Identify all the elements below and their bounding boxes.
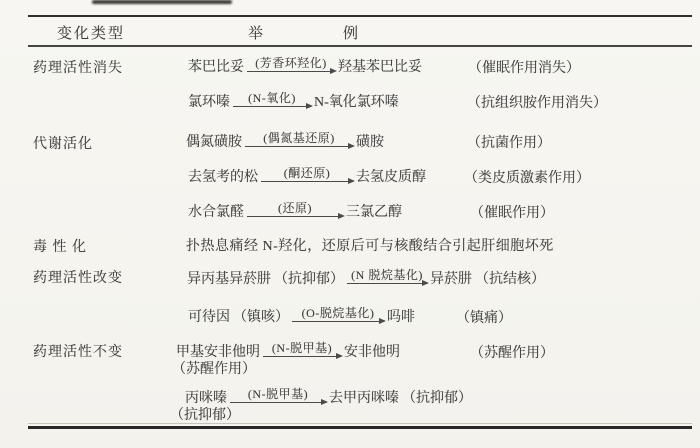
reaction-arrow: [247, 57, 335, 76]
drug-name: 丙咪嗪: [185, 391, 227, 406]
header-col-example-right: 例: [343, 26, 361, 42]
reaction-arrow: [261, 167, 353, 186]
category-activity-loss: 药理活性消失: [33, 61, 123, 76]
reaction-row: [186, 131, 551, 151]
arrow-icon: [233, 106, 311, 107]
table-header-rule: [28, 45, 692, 47]
reaction-arrow: [263, 342, 341, 361]
drug-effect-note: （镇咳）: [233, 310, 289, 325]
effect-note: （抗菌作用）: [467, 136, 551, 151]
effect-note: （催眠作用消失）: [468, 61, 580, 76]
reaction-row: [188, 201, 554, 221]
reaction-row: [172, 341, 554, 377]
reaction-label: (N-脱甲基): [247, 387, 309, 401]
reaction-row: [188, 166, 590, 186]
reaction-row: [188, 56, 580, 76]
arrow-icon: [230, 402, 326, 403]
product-effect-note: （抗结核）: [475, 272, 545, 287]
reaction-label: (还原): [278, 201, 312, 215]
reaction-arrow: [347, 269, 427, 288]
product-name: N-氧化氯环嗪: [314, 95, 399, 110]
arrow-icon: [247, 71, 335, 72]
effect-note: （苏醒作用）: [470, 346, 554, 361]
arrow-icon: [261, 181, 353, 182]
reaction-arrow: [292, 307, 384, 326]
effect-note: （催眠作用）: [470, 206, 554, 221]
product-effect-note: （抗抑郁）: [402, 391, 472, 406]
reaction-label: (O-脱烷基化): [301, 306, 375, 320]
drug-name: 可待因: [188, 310, 230, 325]
arrow-icon: [347, 283, 427, 284]
arrow-icon: [292, 321, 384, 322]
product-name: 安非他明: [344, 345, 400, 360]
category-activity-change: 药理活性改变: [33, 271, 123, 286]
reaction-label: (N 脱烷基化): [351, 268, 423, 282]
drug-name: 去氢考的松: [188, 170, 258, 185]
product-name: 磺胺: [356, 135, 384, 150]
product-name: 去甲丙咪嗪: [329, 391, 399, 406]
reaction-arrow: [230, 388, 326, 407]
reaction-arrow: [233, 92, 311, 111]
drug-name: 甲基安非他明: [176, 345, 260, 360]
header-col-example-left: 举: [248, 26, 266, 42]
category-activity-unchanged: 药理活性不变: [33, 345, 123, 360]
product-name: 吗啡: [387, 310, 415, 325]
arrow-icon: [247, 216, 343, 217]
product-name: 羟基苯巴比妥: [338, 60, 422, 75]
reaction-label: (酮还原): [283, 166, 331, 180]
product-name: 异菸肼: [430, 272, 472, 287]
reaction-row: [188, 91, 607, 111]
drug-name: 氯环嗪: [188, 95, 230, 110]
reaction-arrow: [245, 132, 353, 151]
reaction-label: (N-脱甲基): [271, 341, 333, 355]
reaction-arrow: [247, 202, 343, 221]
reaction-row: [188, 306, 512, 326]
reaction-row: [187, 268, 545, 288]
drug-effect-note: （苏醒作用）: [172, 362, 256, 377]
reaction-label: (偶氮基还原): [263, 131, 335, 145]
drug-name: 偶氮磺胺: [186, 135, 242, 150]
category-toxification: 毒 性 化: [33, 240, 87, 255]
effect-note: （镇痛）: [456, 311, 512, 326]
reaction-row: [170, 387, 472, 423]
toxicity-description: 扑热息痛经 N-羟化，还原后可与核酸结合引起肝细胞坏死: [186, 239, 554, 254]
table-bottom-rule-shadow: [28, 423, 692, 424]
reaction-label: (芳香环羟化): [255, 56, 327, 70]
scan-artifact: [92, 0, 232, 4]
arrow-icon: [245, 146, 353, 147]
table-top-rule: [28, 15, 692, 17]
header-col-type: 变化类型: [57, 26, 126, 42]
product-name: 去氢皮质醇: [356, 170, 426, 185]
drug-effect-note: （抗抑郁）: [170, 408, 240, 423]
effect-note: （抗组织胺作用消失）: [467, 96, 607, 111]
drug-name: 异丙基异菸肼: [187, 272, 271, 287]
arrow-icon: [263, 356, 341, 357]
drug-name: 苯巴比妥: [188, 60, 244, 75]
drug-effect-note: （抗抑郁）: [274, 272, 344, 287]
product-name: 三氯乙醇: [346, 205, 402, 220]
category-metabolic-activation: 代谢活化: [33, 137, 93, 152]
reaction-label: (N-氧化): [248, 91, 296, 105]
effect-note: （类皮质激素作用）: [464, 171, 590, 186]
table-bottom-rule: [28, 426, 692, 429]
drug-name: 水合氯醛: [188, 205, 244, 220]
